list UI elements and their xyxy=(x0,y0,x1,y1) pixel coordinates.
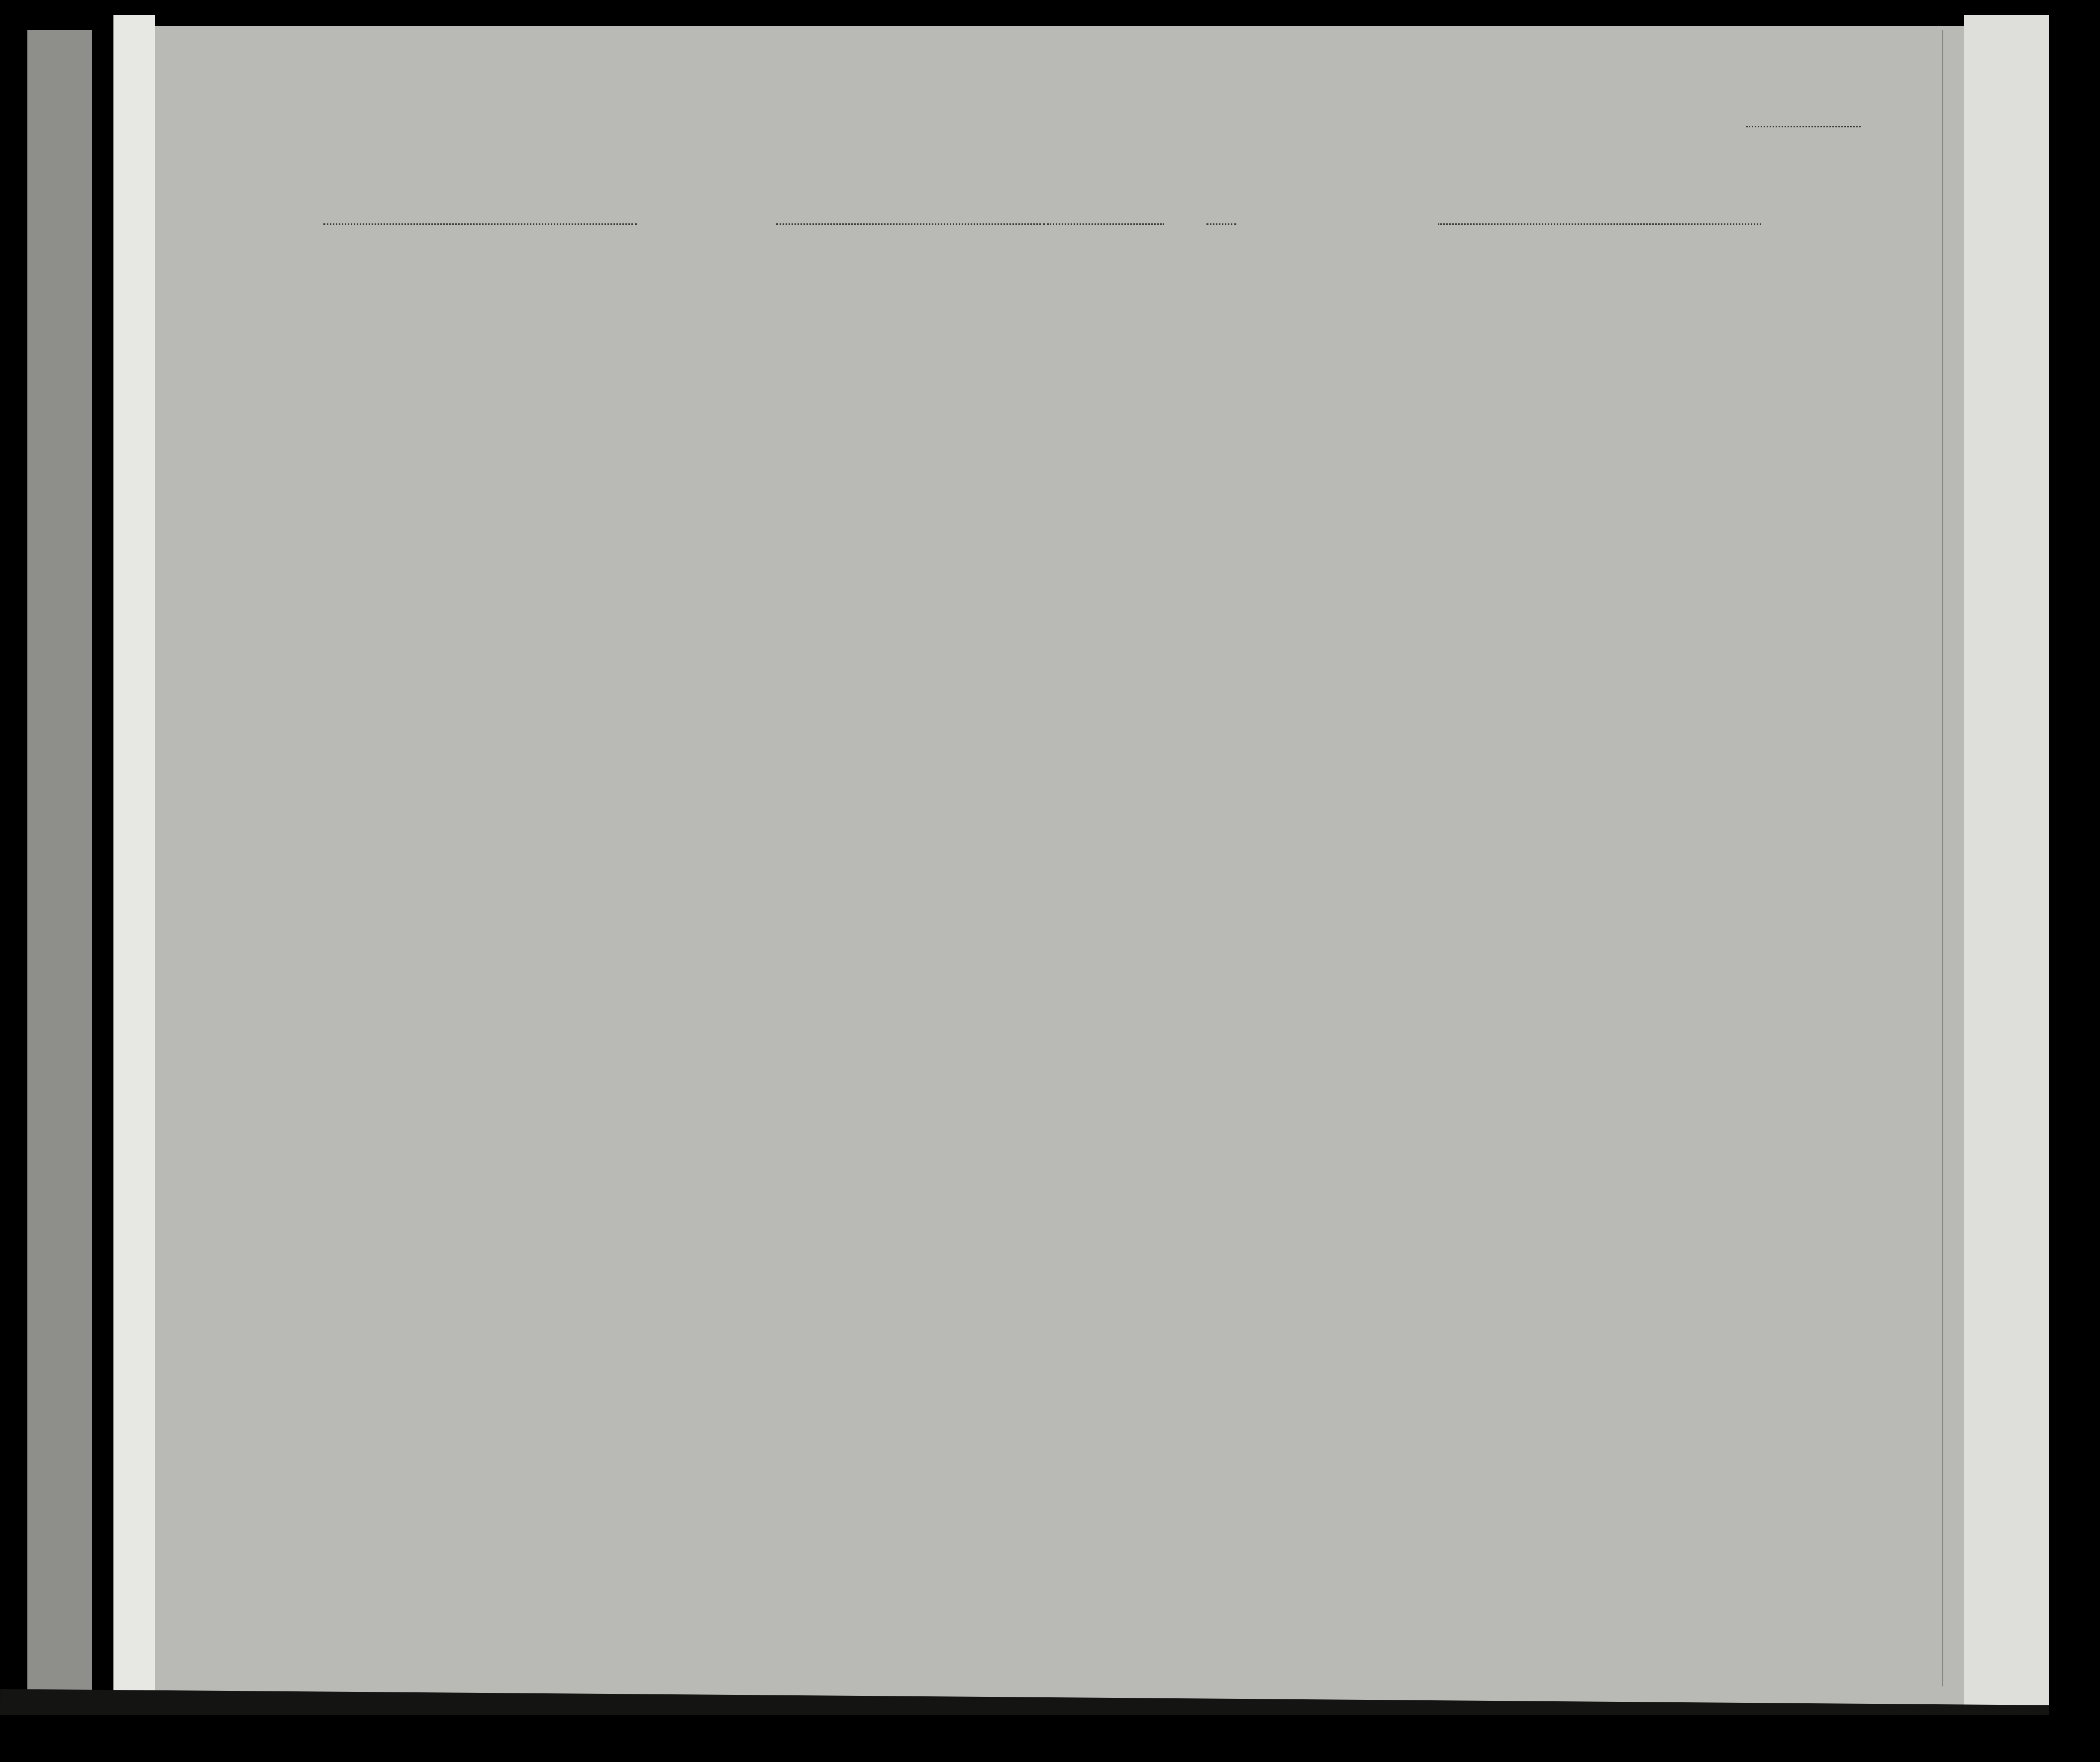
bottom-black-band xyxy=(0,1715,2100,1762)
right-black-band xyxy=(2049,0,2100,1762)
